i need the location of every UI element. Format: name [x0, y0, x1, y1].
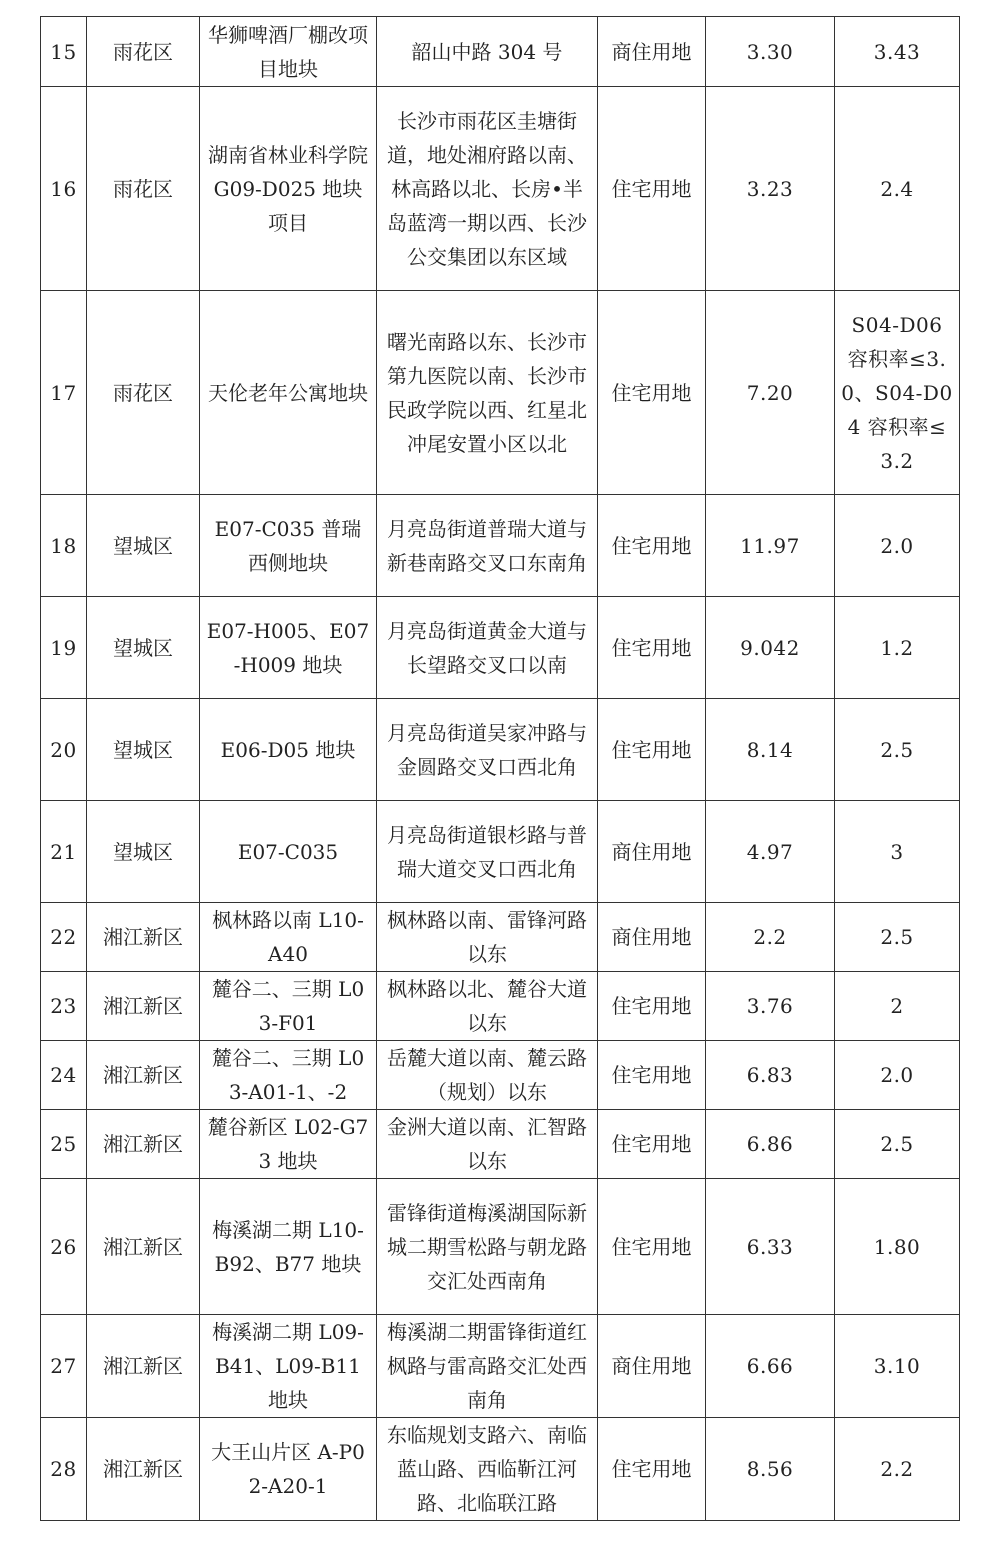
parcel-name-cell: 梅溪湖二期 L10-B92、B77 地块	[200, 1179, 377, 1315]
row-number: 19	[41, 597, 87, 699]
plot-ratio-cell: 1.80	[835, 1179, 960, 1315]
table-row	[41, 972, 960, 1041]
plot-ratio-cell: 2.5	[835, 699, 960, 801]
parcel-name-cell: E07-C035 普瑞西侧地块	[200, 495, 377, 597]
parcel-name-cell: 枫林路以南 L10-A40	[200, 903, 377, 972]
table-row	[41, 495, 960, 597]
parcel-name-cell: 湖南省林业科学院 G09-D025 地块项目	[200, 87, 377, 291]
location-cell: 月亮岛街道普瑞大道与新巷南路交叉口东南角	[377, 495, 598, 597]
district-cell: 望城区	[87, 699, 200, 801]
area-cell: 3.76	[706, 972, 835, 1041]
table-row	[41, 1179, 960, 1315]
row-number: 20	[41, 699, 87, 801]
table-row	[41, 17, 960, 87]
table-row	[41, 801, 960, 903]
land-use-cell: 住宅用地	[598, 291, 706, 495]
area-cell: 6.66	[706, 1315, 835, 1418]
area-cell: 2.2	[706, 903, 835, 972]
area-cell: 9.042	[706, 597, 835, 699]
table-row	[41, 87, 960, 291]
parcel-name-cell: E07-C035	[200, 801, 377, 903]
district-cell: 湘江新区	[87, 1041, 200, 1110]
district-cell: 望城区	[87, 801, 200, 903]
land-use-cell: 住宅用地	[598, 1418, 706, 1521]
district-cell: 湘江新区	[87, 1179, 200, 1315]
plot-ratio-cell: 2.0	[835, 1041, 960, 1110]
parcel-name-cell: 麓谷二、三期 L03-F01	[200, 972, 377, 1041]
plot-ratio-cell: S04-D06 容积率≤3.0、S04-D04 容积率≤3.2	[835, 291, 960, 495]
land-use-cell: 住宅用地	[598, 597, 706, 699]
district-cell: 雨花区	[87, 17, 200, 87]
district-cell: 雨花区	[87, 87, 200, 291]
location-cell: 枫林路以北、麓谷大道以东	[377, 972, 598, 1041]
location-cell: 东临规划支路六、南临蓝山路、西临靳江河路、北临联江路	[377, 1418, 598, 1521]
location-cell: 韶山中路 304 号	[377, 17, 598, 87]
area-cell: 4.97	[706, 801, 835, 903]
row-number: 27	[41, 1315, 87, 1418]
land-use-cell: 商住用地	[598, 801, 706, 903]
land-use-cell: 住宅用地	[598, 972, 706, 1041]
table-row	[41, 1110, 960, 1179]
land-use-cell: 住宅用地	[598, 1179, 706, 1315]
row-number: 25	[41, 1110, 87, 1179]
plot-ratio-cell: 2.5	[835, 1110, 960, 1179]
location-cell: 月亮岛街道吴家冲路与金圆路交叉口西北角	[377, 699, 598, 801]
table-body	[41, 17, 960, 1521]
location-cell: 长沙市雨花区圭塘街道，地处湘府路以南、林高路以北、长房•半岛蓝湾一期以西、长沙公交集团以东区域	[377, 87, 598, 291]
district-cell: 湘江新区	[87, 1418, 200, 1521]
area-cell: 11.97	[706, 495, 835, 597]
parcel-name-cell: 大王山片区 A-P02-A20-1	[200, 1418, 377, 1521]
parcel-name-cell: 麓谷二、三期 L03-A01-1、-2	[200, 1041, 377, 1110]
parcel-name-cell: 华狮啤酒厂棚改项目地块	[200, 17, 377, 87]
plot-ratio-cell: 3.43	[835, 17, 960, 87]
district-cell: 湘江新区	[87, 1315, 200, 1418]
row-number: 28	[41, 1418, 87, 1521]
parcel-name-cell: 天伦老年公寓地块	[200, 291, 377, 495]
land-use-cell: 商住用地	[598, 903, 706, 972]
land-parcel-table	[40, 16, 960, 1521]
table-row	[41, 1041, 960, 1110]
location-cell: 月亮岛街道黄金大道与长望路交叉口以南	[377, 597, 598, 699]
land-use-cell: 住宅用地	[598, 1110, 706, 1179]
land-use-cell: 住宅用地	[598, 1041, 706, 1110]
row-number: 21	[41, 801, 87, 903]
row-number: 26	[41, 1179, 87, 1315]
plot-ratio-cell: 2.0	[835, 495, 960, 597]
table-row	[41, 597, 960, 699]
plot-ratio-cell: 2	[835, 972, 960, 1041]
land-use-cell: 住宅用地	[598, 699, 706, 801]
land-use-cell: 住宅用地	[598, 87, 706, 291]
parcel-name-cell: E06-D05 地块	[200, 699, 377, 801]
row-number: 18	[41, 495, 87, 597]
row-number: 15	[41, 17, 87, 87]
row-number: 22	[41, 903, 87, 972]
land-use-cell: 住宅用地	[598, 495, 706, 597]
plot-ratio-cell: 1.2	[835, 597, 960, 699]
area-cell: 3.23	[706, 87, 835, 291]
area-cell: 7.20	[706, 291, 835, 495]
land-use-cell: 商住用地	[598, 17, 706, 87]
plot-ratio-cell: 3	[835, 801, 960, 903]
land-use-cell: 商住用地	[598, 1315, 706, 1418]
plot-ratio-cell: 2.2	[835, 1418, 960, 1521]
location-cell: 梅溪湖二期雷锋街道红枫路与雷高路交汇处西南角	[377, 1315, 598, 1418]
area-cell: 8.14	[706, 699, 835, 801]
district-cell: 望城区	[87, 597, 200, 699]
parcel-name-cell: 麓谷新区 L02-G73 地块	[200, 1110, 377, 1179]
area-cell: 6.83	[706, 1041, 835, 1110]
table-row	[41, 699, 960, 801]
area-cell: 3.30	[706, 17, 835, 87]
area-cell: 6.86	[706, 1110, 835, 1179]
location-cell: 金洲大道以南、汇智路以东	[377, 1110, 598, 1179]
district-cell: 湘江新区	[87, 1110, 200, 1179]
table-row	[41, 1315, 960, 1418]
district-cell: 望城区	[87, 495, 200, 597]
location-cell: 雷锋街道梅溪湖国际新城二期雪松路与朝龙路交汇处西南角	[377, 1179, 598, 1315]
parcel-name-cell: 梅溪湖二期 L09-B41、L09-B11 地块	[200, 1315, 377, 1418]
parcel-name-cell: E07-H005、E07-H009 地块	[200, 597, 377, 699]
row-number: 24	[41, 1041, 87, 1110]
row-number: 16	[41, 87, 87, 291]
plot-ratio-cell: 2.5	[835, 903, 960, 972]
location-cell: 岳麓大道以南、麓云路（规划）以东	[377, 1041, 598, 1110]
table-row	[41, 291, 960, 495]
table-row	[41, 1418, 960, 1521]
district-cell: 雨花区	[87, 291, 200, 495]
row-number: 17	[41, 291, 87, 495]
plot-ratio-cell: 2.4	[835, 87, 960, 291]
row-number: 23	[41, 972, 87, 1041]
area-cell: 8.56	[706, 1418, 835, 1521]
district-cell: 湘江新区	[87, 903, 200, 972]
area-cell: 6.33	[706, 1179, 835, 1315]
table-row	[41, 903, 960, 972]
district-cell: 湘江新区	[87, 972, 200, 1041]
location-cell: 枫林路以南、雷锋河路以东	[377, 903, 598, 972]
location-cell: 曙光南路以东、长沙市第九医院以南、长沙市民政学院以西、红星北冲尾安置小区以北	[377, 291, 598, 495]
location-cell: 月亮岛街道银杉路与普瑞大道交叉口西北角	[377, 801, 598, 903]
plot-ratio-cell: 3.10	[835, 1315, 960, 1418]
